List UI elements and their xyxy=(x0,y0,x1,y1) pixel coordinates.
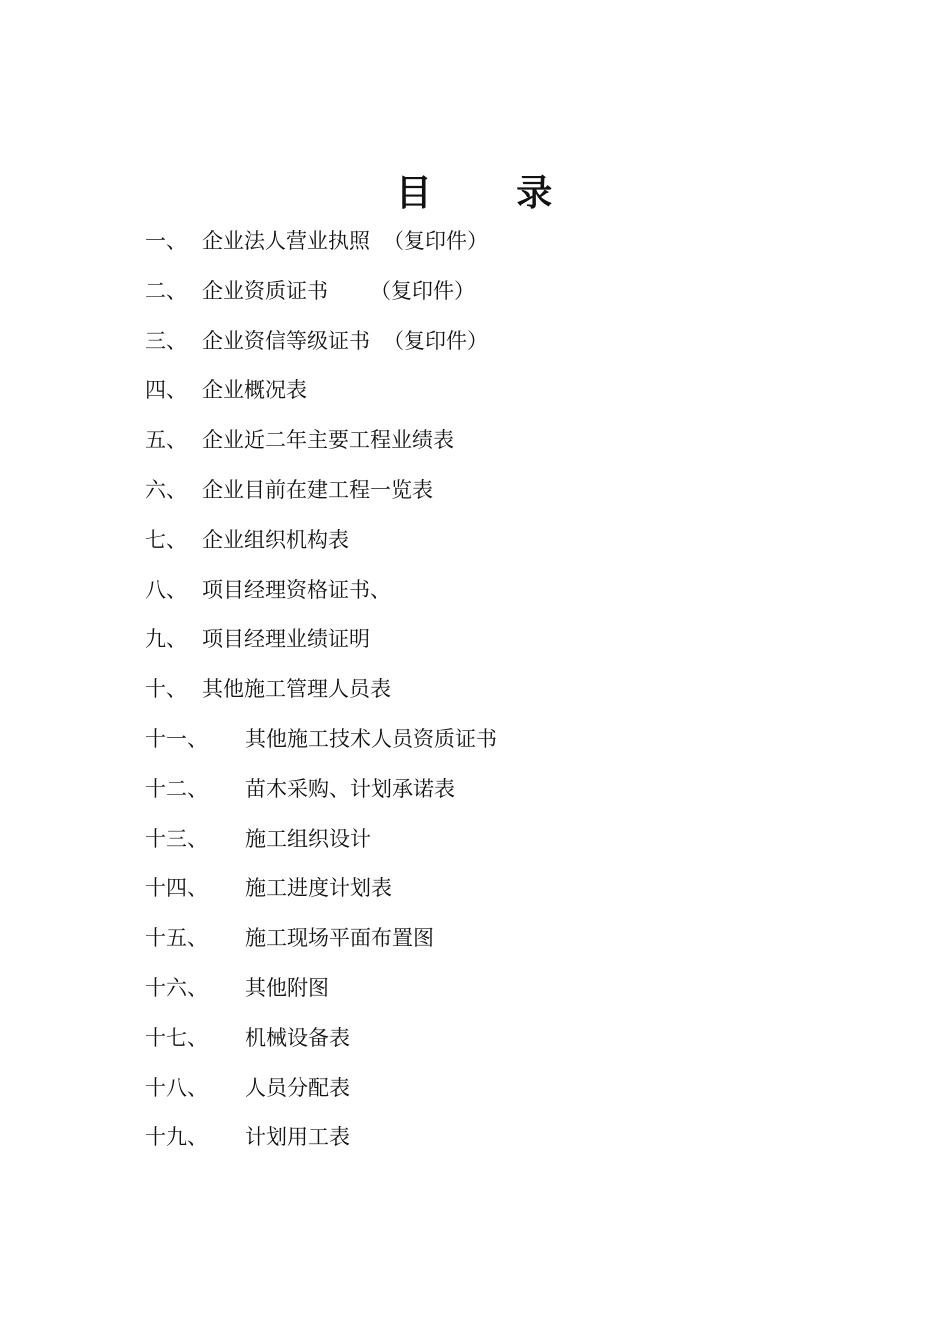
toc-item-number: 五、 xyxy=(145,428,187,453)
toc-item-number: 十二、 xyxy=(145,776,208,801)
toc-item xyxy=(145,225,905,275)
toc-item-number: 七、 xyxy=(145,527,187,552)
toc-item xyxy=(145,374,905,424)
toc-item-number: 二、 xyxy=(145,278,187,303)
toc-item-number: 十一、 xyxy=(145,726,208,751)
table-of-contents xyxy=(145,225,905,1171)
toc-item-title: 计划用工表 xyxy=(245,1125,350,1150)
toc-item-number: 一、 xyxy=(145,229,187,253)
toc-item-number: 十九、 xyxy=(145,1125,208,1150)
toc-item xyxy=(145,275,905,325)
toc-item-title: 机械设备表 xyxy=(245,1025,350,1050)
toc-item-number: 三、 xyxy=(145,328,187,353)
toc-item-number: 十八、 xyxy=(145,1075,208,1100)
toc-item-number: 十六、 xyxy=(145,975,208,1000)
toc-item-number: 十四、 xyxy=(145,876,208,901)
toc-item-title: 企业资信等级证书 xyxy=(202,328,370,353)
toc-item-title: 企业组织机构表 xyxy=(202,527,349,552)
toc-item-title: 企业资质证书 xyxy=(202,278,328,303)
toc-item-title: 施工组织设计 xyxy=(245,826,371,851)
toc-item-number: 十三、 xyxy=(145,826,208,851)
toc-item xyxy=(145,524,905,574)
toc-item-title: 其他施工技术人员资质证书 xyxy=(245,726,497,751)
toc-item xyxy=(145,922,905,972)
toc-item-note: （复印件） xyxy=(370,278,475,303)
toc-item xyxy=(145,623,905,673)
page-title: 目 录 xyxy=(395,172,589,214)
toc-item-number: 九、 xyxy=(145,627,187,652)
toc-item xyxy=(145,424,905,474)
toc-item xyxy=(145,723,905,773)
toc-item-title: 企业近二年主要工程业绩表 xyxy=(202,428,454,453)
toc-item-number: 十七、 xyxy=(145,1025,208,1050)
toc-item-title: 苗木采购、计划承诺表 xyxy=(245,776,455,801)
toc-item-note: （复印件） xyxy=(383,328,488,353)
toc-item xyxy=(145,474,905,524)
toc-item-title: 施工进度计划表 xyxy=(245,876,392,901)
toc-item-title: 项目经理资格证书、 xyxy=(202,577,391,602)
toc-item-number: 八、 xyxy=(145,577,187,602)
toc-item xyxy=(145,325,905,375)
toc-item-title: 其他附图 xyxy=(245,975,329,1000)
toc-item-title: 企业法人营业执照 xyxy=(202,229,370,253)
toc-item-title: 项目经理业绩证明 xyxy=(202,627,370,652)
toc-item-number: 四、 xyxy=(145,378,187,403)
toc-item-title: 人员分配表 xyxy=(245,1075,350,1100)
toc-item-number: 六、 xyxy=(145,477,187,502)
toc-item xyxy=(145,1022,905,1072)
toc-item-title: 施工现场平面布置图 xyxy=(245,926,434,951)
toc-item xyxy=(145,1121,905,1171)
toc-item-title: 其他施工管理人员表 xyxy=(202,677,391,702)
toc-item xyxy=(145,872,905,922)
toc-item-note: （复印件） xyxy=(383,229,488,253)
toc-item xyxy=(145,972,905,1022)
toc-item-number: 十、 xyxy=(145,677,187,702)
toc-item xyxy=(145,673,905,723)
toc-item-title: 企业概况表 xyxy=(202,378,307,403)
toc-item xyxy=(145,1072,905,1122)
toc-item-number: 十五、 xyxy=(145,926,208,951)
toc-item xyxy=(145,574,905,624)
toc-item-title: 企业目前在建工程一览表 xyxy=(202,477,433,502)
toc-item xyxy=(145,823,905,873)
toc-item xyxy=(145,773,905,823)
